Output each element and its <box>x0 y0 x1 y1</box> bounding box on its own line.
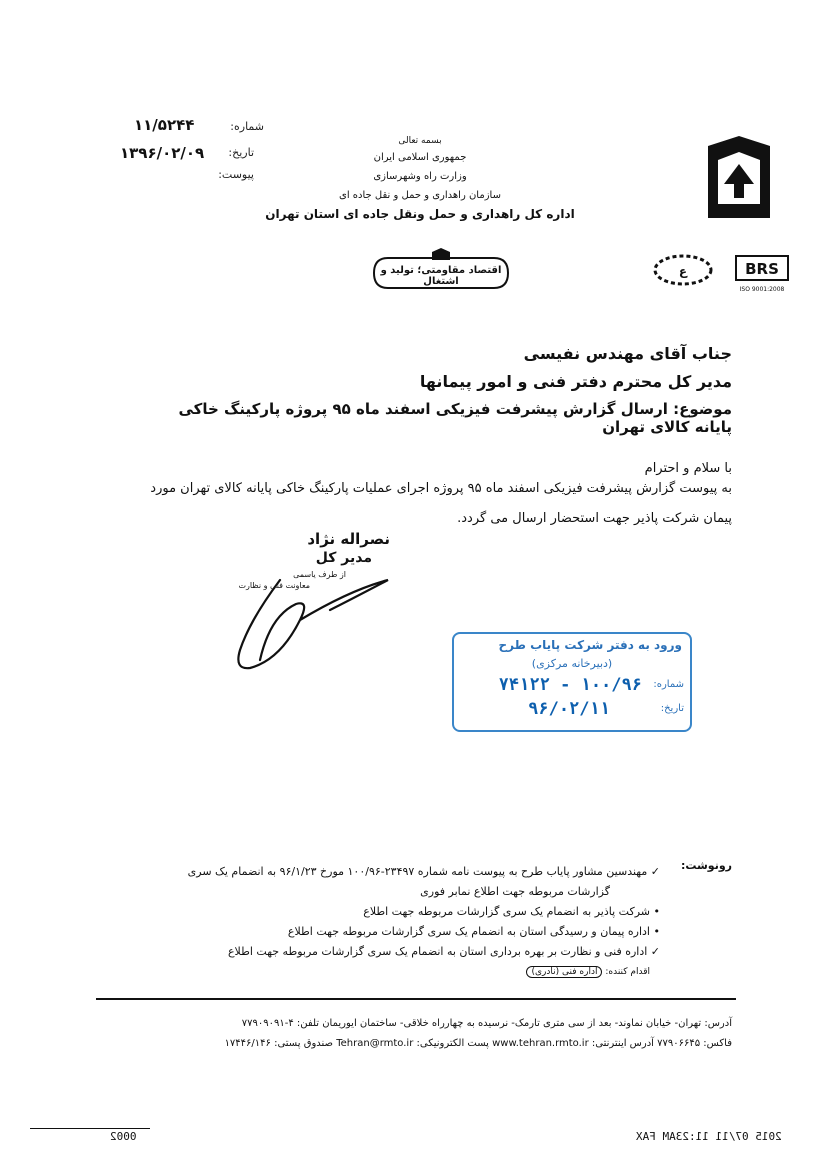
slogan-banner <box>366 248 516 298</box>
handwritten-signature <box>220 560 400 680</box>
stamp-date-value: ۹۶/۰۲/۱۱ <box>528 699 610 719</box>
attachment-label: پیوست: <box>218 168 254 181</box>
cc-author <box>120 962 650 982</box>
org-line-organization: سازمان راهداری و حمل و نقل جاده ای <box>339 190 501 201</box>
cc-list <box>120 862 660 982</box>
greeting: با سلام و احترام <box>644 461 732 476</box>
fax-header-right <box>636 1130 782 1143</box>
iso-label: ISO 9001:2008 <box>739 286 785 293</box>
fax-header-left <box>110 1130 137 1143</box>
addressee-position: مدیر کل محترم دفتر فنی و امور پیمانها <box>419 372 732 391</box>
signer-title: مدیر کل <box>315 550 372 566</box>
stamp-line-2: (دبیرخانه مرکزی) <box>531 657 613 670</box>
incoming-stamp <box>452 632 692 732</box>
cc-label: رونوشت: <box>680 859 732 872</box>
org-header <box>265 136 575 221</box>
cc-item-consultant: ✓ مهندسین مشاور پایاب طرح به پیوست نامه شماره ۲۳۴۹۷-۱۰۰/۹۶ مورخ ۹۶/۱/۲۳ به انضمام یک سری <box>187 865 660 878</box>
slogan-text: اقتصاد مقاومتی؛ تولید و اشتغال <box>380 265 502 287</box>
stamp-date-label: تاریخ: <box>660 703 684 714</box>
org-line-ministry: وزارت راه وشهرسازی <box>373 171 467 182</box>
number-label: شماره: <box>230 120 264 133</box>
stamp-number-value: ۱۰۰/۹۶ - ۷۴۱۲۲ <box>498 675 642 695</box>
brs-certification-logo <box>734 252 790 298</box>
cc-author-value: اداره فنی (نادری) <box>526 966 602 978</box>
signer-name: نصراله نژاد <box>307 530 390 548</box>
number-value: ۱۱/۵۲۴۴ <box>134 116 195 134</box>
org-line-basmala: بسمه تعالی <box>398 136 442 146</box>
fax-timestamp: 2015 07/11 11:23AM FAX <box>636 1130 782 1143</box>
footer-divider <box>96 998 736 1000</box>
check-mark-icon: ✓ <box>647 945 660 958</box>
svg-text:BRS: BRS <box>745 260 779 278</box>
org-line-department: اداره کل راهداری و حمل ونقل جاده ای استان تهران <box>265 207 575 221</box>
signer-deputy: معاونت فنی و نظارت <box>238 581 310 590</box>
svg-text:ع: ع <box>678 264 688 278</box>
footer-contact: فاکس: ۷۷۹۰۶۶۴۵ آدرس اینترنتی: www.tehran.rmto.ir پست الکترونیکی: Tehran@rmto.ir صندوق پستی: ۱۷۴۴۶/۱۴۶ <box>224 1038 732 1049</box>
signer-on-behalf: از طرف یاسمی <box>293 570 346 579</box>
bullet-icon: • <box>650 905 660 918</box>
fax-divider <box>30 1128 150 1129</box>
body-line-2: پیمان شرکت پاذیر جهت استحضار ارسال می گردد. <box>457 511 732 526</box>
cc-item-consultant-cont: گزارشات مربوطه جهت اطلاع نمابر فوری <box>420 885 610 898</box>
cc-item-contractor: • شرکت پاذیر به انضمام یک سری گزارشات مربوطه جهت اطلاع <box>363 905 660 918</box>
cc-author-label: اقدام کننده: <box>605 967 650 977</box>
org-line-republic: جمهوری اسلامی ایران <box>373 152 467 163</box>
footer-address: آدرس: تهران- خیابان نماوند- بعد از سی متری تارمک- نرسیده به چهارراه خلاقی- ساختمان ایوریمان تلفن: ۴-۷۷۹۰۹۰۹۱ <box>241 1018 732 1029</box>
subject-line: موضوع: ارسال گزارش پیشرفت فیزیکی اسفند ماه ۹۵ پروژه پارکینگ خاکی پایانه کالای تهران <box>178 400 732 436</box>
addressee: جناب آقای مهندس نفیسی <box>523 344 732 363</box>
body-line-1: به پیوست گزارش پیشرفت فیزیکی اسفند ماه ۹۵ پروژه اجرای عملیات پارکینگ خاکی پایانه کالای تهران مورد <box>150 481 732 496</box>
quality-emblem <box>650 252 716 288</box>
bullet-icon: • <box>650 925 660 938</box>
cc-item-contracts-office: • اداره پیمان و رسیدگی استان به انضمام یک سری گزارشات مربوطه جهت اطلاع <box>287 925 660 938</box>
org-logo <box>706 134 772 220</box>
fax-page-number: 0002 <box>110 1130 137 1143</box>
stamp-number-label: شماره: <box>653 679 684 690</box>
stamp-line-1: ورود به دفتر شرکت پایاب طرح <box>498 638 682 652</box>
date-value: ۱۳۹۶/۰۲/۰۹ <box>120 144 205 162</box>
cc-item-technical-office: ✓ اداره فنی و نظارت بر بهره برداری استان به انضمام یک سری گزارشات مربوطه جهت اطلاع <box>227 945 660 958</box>
date-label: تاریخ: <box>228 146 254 159</box>
check-mark-icon: ✓ <box>647 865 660 878</box>
